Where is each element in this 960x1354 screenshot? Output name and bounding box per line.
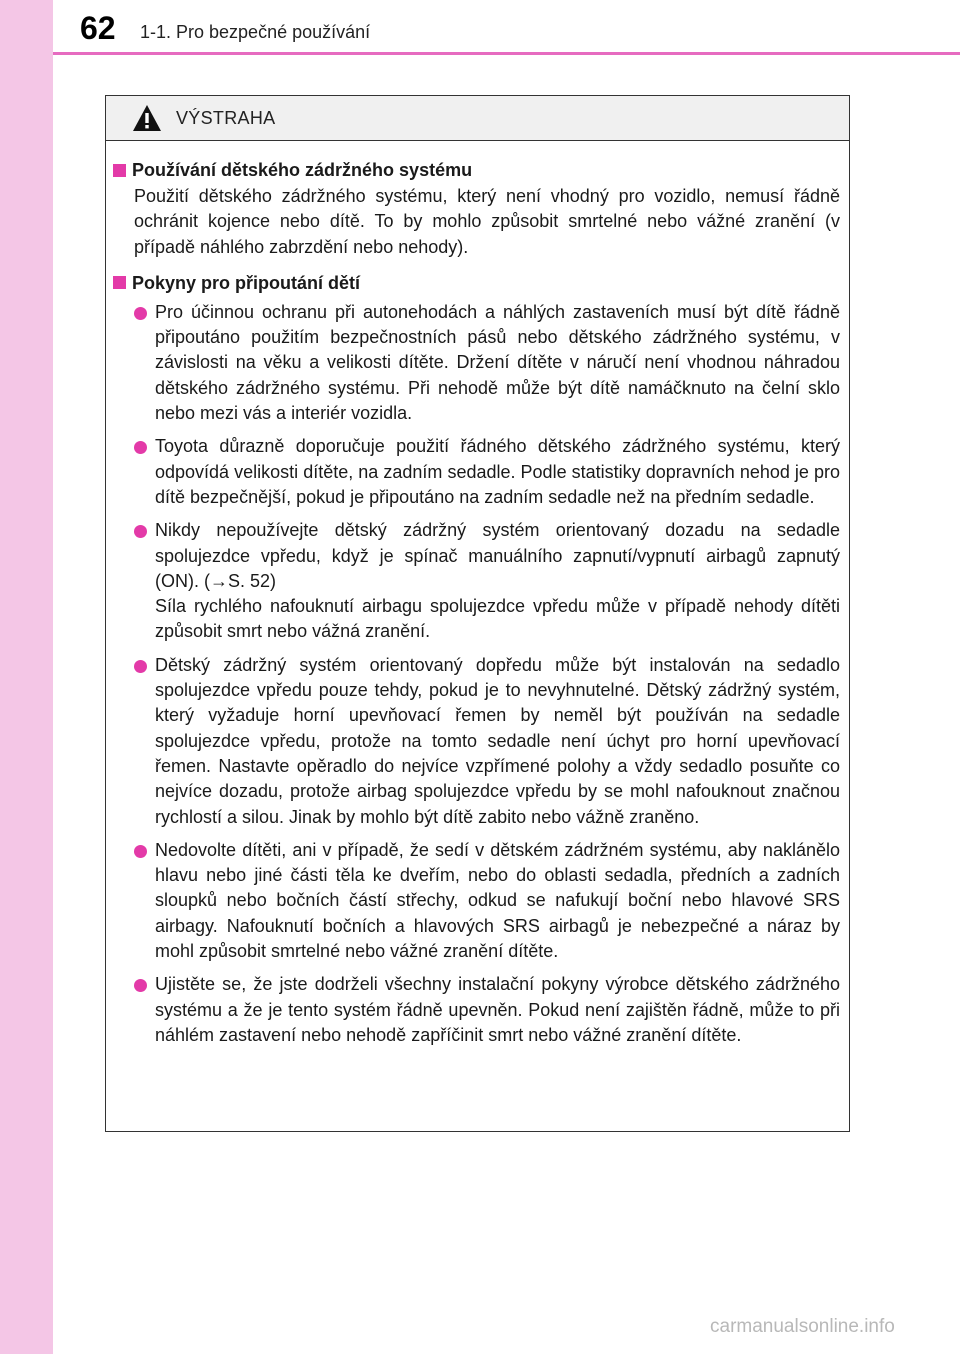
section-title: 1-1. Pro bezpečné používání [140,22,371,42]
header-divider [53,52,960,55]
warning-title: VÝSTRAHA [176,108,276,128]
section-heading-text: Pokyny pro připoutání dětí [132,272,361,293]
list-item [134,972,840,1048]
list-item-text: Toyota důrazně doporučuje použití řádného dětského zádržného systému, který odpovídá velikosti dítěte, na zadním sedadle. Podle statistiky dopravních nehod je pro dítě bezpečnější, pokud je připoutáno na zadním sedadle než na předním sedadle. [155,436,840,507]
section-heading-text: Používání dětského zádržného systému [132,160,473,180]
left-margin-strip [0,0,53,1354]
circle-bullet-icon [134,441,147,454]
list-item-text: Ujistěte se, že jste dodrželi všechny instalační pokyny výrobce dětského zádržného systému a že je tento systém řádně upevněn. Pokud není zajištěn řádně, může to při náhlém zastavení nebo nehodě zapříčinit smrt nebo vážné zranění dítěte. [155,974,840,1045]
circle-bullet-icon [134,845,147,858]
section-heading [113,270,840,296]
watermark: carmanualsonline.info [710,1316,895,1337]
warning-header [106,96,849,141]
list-item-text: Nedovolte dítěti, ani v případě, že sedí v dětském zádržném systému, aby naklánělo hlavu nebo jiné části těla ke dveřím, nebo do oblasti sedadla, předních a zadních sloupků nebo bočních částí střechy, odkud se nafukují boční nebo hlavové SRS airbagy. Nafouknutí bočních a hlavových SRS airbagů je nebezpečné a náraz by mohl způsobit smrtelné nebo vážné zranění dítěte. [155,839,840,962]
list-item [134,518,840,644]
list-item-text: Nikdy nepoužívejte dětský zádržný systém orientovaný dozadu na sedadle spolujezdce vpředu, když je spínač manuálního zapnutí/vypnutí airbagů zapnutý (ON). (→S. 52) [155,520,840,591]
circle-bullet-icon [134,660,147,673]
section-paragraph: Použití dětského zádržného systému, který není vhodný pro vozidlo, nemusí řádně ochránit kojence nebo dítě. To by mohlo způsobit smrtelné nebo vážné zranění (v případě náhlého zabrzdění nebo nehody). [134,186,840,257]
square-bullet-icon [113,164,126,177]
circle-bullet-icon [134,307,147,320]
circle-bullet-icon [134,979,147,992]
list-item-text: Síla rychlého nafouknutí airbagu spolujezdce vpředu může v případě nehody dítěti způsobit smrt nebo vážná zranění. [155,596,840,642]
list-item-text: Pro účinnou ochranu při autonehodách a náhlých zastaveních musí být dítě řádně připoutáno použitím bezpečnostních pásů nebo dětského zádržného systému, v závislosti na věku a velikosti dítěte. Držení dítěte v náručí není vhodnou náhradou dětského zádržného systému. Při nehodě může být dítě namáčknuto na čelní sklo nebo mezi vás a interiér vozidla. [155,301,840,424]
list-item [134,434,840,510]
list-item [134,653,840,830]
section-heading [113,157,840,183]
page-header [0,0,960,80]
square-bullet-icon [113,276,126,289]
section-child-instructions [113,270,840,1048]
section-child-restraint-use [113,157,840,260]
list-item [134,300,840,426]
list-item-text: Dětský zádržný systém orientovaný dopředu může být instalován na sedadlo spolujezdce vpředu pouze tehdy, pokud je to nevyhnutelné. Dětský zádržný systém, který vyžaduje horní upevňovací řemen by neměl být používán na sedadle spolujezdce vpředu, protože na tomto sedadle není úchyt pro horní upevňovací řemen. Nastavte opěradlo do nejvíce vzpřímené polohy a vždy sedadlo posuňte co nejvíce dozadu, protože airbag spolujezdce vpředu by se mohl nafouknout značnou rychlostí a silou. Jinak by mohlo být dítě zabito nebo vážně zraněno. [155,654,840,827]
warning-triangle-icon [132,104,162,132]
circle-bullet-icon [134,525,147,538]
page-number: 62 [80,10,116,46]
list-item [134,838,840,964]
warning-body [106,141,849,1048]
warning-box [105,95,850,1132]
